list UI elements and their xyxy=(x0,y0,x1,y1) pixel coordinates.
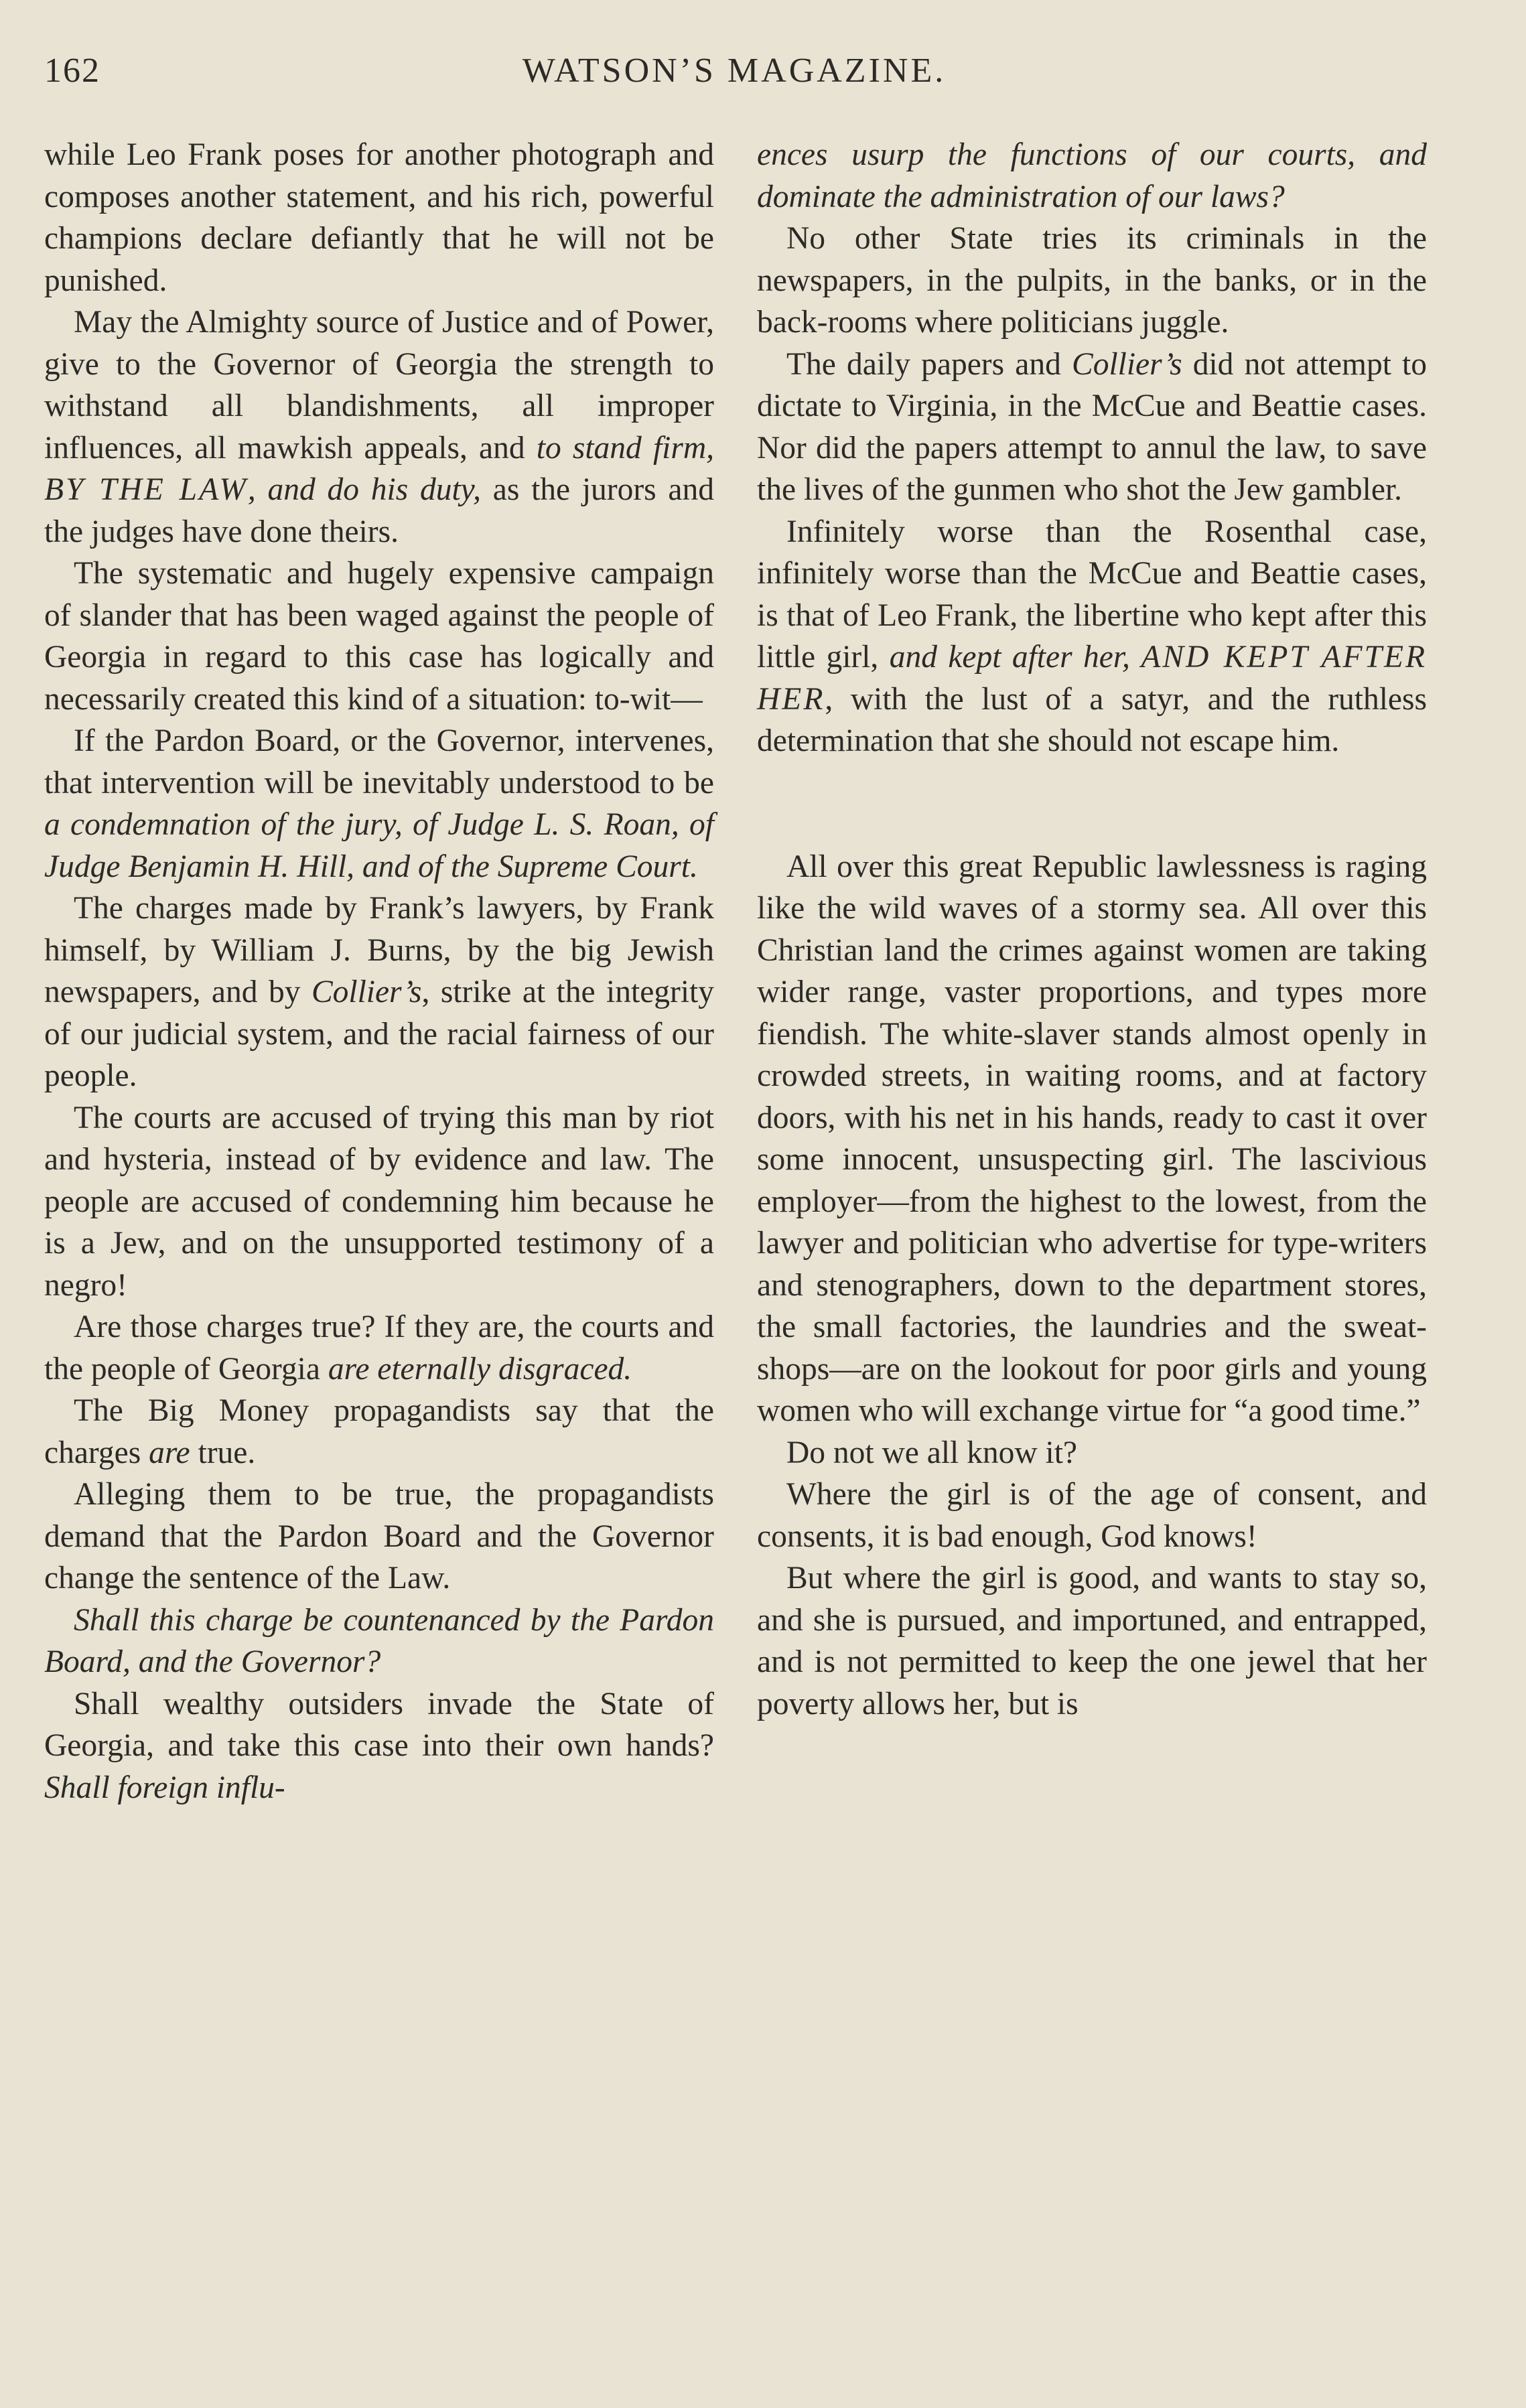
paragraph: Are those charges true? If they are, the courts and the people of Georgia are eternally disgraced. xyxy=(44,1309,714,1387)
running-head xyxy=(44,43,1424,103)
paragraph: Do not we all know it? xyxy=(786,1435,1078,1470)
paragraph: Where the girl is of the age of consent, and consents, it is bad enough, God knows! xyxy=(757,1477,1427,1554)
paragraph: All over this great Republic lawlessness is raging like the wild waves of a stormy sea. All over this Christian land the crimes against women are taking wider range, vaster proportions, and types more fiendish. The white-slaver stands almost openly in crowded streets, in waiting rooms, and at factory doors, with his net in his hands, ready to cast it over some innocent, unsuspecting girl. The lascivious employer—from the highest to the lowest, from the lawyer and politician who advertise for type-writers and stenographers, down to the department stores, the small factories, the laundries and the sweat-shops—are on the lookout for poor girls and young women who will exchange virtue for “a good time.” xyxy=(757,849,1427,1428)
paragraph: The charges made by Frank’s lawyers, by Frank himself, by William J. Burns, by the big Jewish newspapers, and by Collier’s, strike at the integrity of our judicial system, and the racial fairness of our people. xyxy=(44,891,714,1093)
paragraph: The Big Money propagandists say that the charges are true. xyxy=(44,1393,714,1470)
paragraph: Shall this charge be countenanced by the Pardon Board, and the Governor? xyxy=(44,1602,714,1679)
paragraph: May the Almighty source of Justice and of Power, give to the Governor of Georgia the strength to withstand all blandishments, all improper influences, all mawkish appeals, and to stand firm, BY THE LAW, and do his duty, as the jurors and the judges have done theirs. xyxy=(44,305,715,549)
paragraph: If the Pardon Board, or the Governor, intervenes, that intervention will be inevitably understood to be a condemnation of the jury, of Judge L. S. Roan, of Judge Benjamin H. Hill, and of the Supreme Court. xyxy=(44,723,714,884)
paragraph: The daily papers and Collier’s did not attempt to dictate to Virginia, in the McCue and Beattie cases. Nor did the papers attempt to annul the law, to save the lives of the gunmen who shot the Jew gambler. xyxy=(757,346,1427,507)
right-column xyxy=(757,134,1427,1725)
left-column xyxy=(44,134,714,1809)
paragraph: while Leo Frank poses for another photograph and composes another statement, and his rich, powerful champions declare defiantly that he will not be punished. xyxy=(44,137,714,298)
paragraph: But where the girl is good, and wants to stay so, and she is pursued, and importuned, and entrapped, and is not permitted to keep the one jewel that her poverty allows her, but is xyxy=(757,1561,1427,1721)
page-number: 162 xyxy=(44,52,100,90)
paragraph: No other State tries its criminals in the newspapers, in the pulpits, in the banks, or in the back-rooms where politicians juggle. xyxy=(757,221,1427,340)
paragraph: Infinitely worse than the Rosenthal case, infinitely worse than the McCue and Beattie cases, is that of Leo Frank, the libertine who kept after this little girl, and kept after her, AND KEPT AFTER HER, with the lust of a satyr, and the ruthless determination that she should not escape him. xyxy=(757,514,1427,758)
paragraph: Shall wealthy outsiders invade the State of Georgia, and take this case into their own hands? Shall foreign influ- xyxy=(44,1686,714,1805)
paragraph: The systematic and hugely expensive campaign of slander that has been waged against the people of Georgia in regard to this case has logically and necessarily created this kind of a situation: to-wit— xyxy=(44,556,714,717)
paragraph: The courts are accused of trying this man by riot and hysteria, instead of by evidence and law. The people are accused of condemning him because he is a Jew, and on the unsupported testimony of a negro! xyxy=(44,1100,714,1303)
paragraph: Alleging them to be true, the propagandists demand that the Pardon Board and the Governor change the sentence of the Law. xyxy=(44,1477,714,1596)
magazine-title: WATSON’S MAGAZINE. xyxy=(522,52,947,90)
paragraph: ences usurp the functions of our courts, and dominate the administration of our laws? xyxy=(757,137,1427,214)
